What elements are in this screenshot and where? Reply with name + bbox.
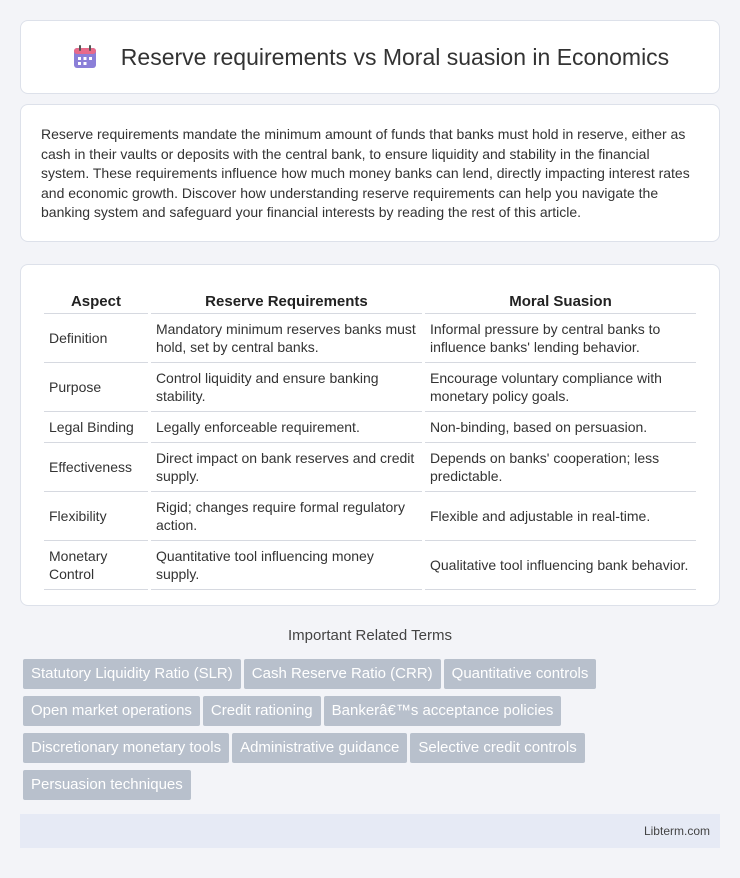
table-cell: Rigid; changes require formal regulatory action. (151, 492, 422, 541)
column-header: Reserve Requirements (151, 285, 422, 314)
table-cell: Qualitative tool influencing bank behavior. (425, 541, 696, 590)
table-cell-aspect: Monetary Control (44, 541, 148, 590)
table-cell-aspect: Legal Binding (44, 412, 148, 443)
table-cell-aspect: Definition (44, 314, 148, 363)
related-term-tag[interactable]: Persuasion techniques (23, 770, 191, 800)
table-cell: Mandatory minimum reserves banks must hold, set by central banks. (151, 314, 422, 363)
intro-card (20, 104, 720, 242)
table-row (44, 314, 696, 363)
page-title: Reserve requirements vs Moral suasion in Economics (120, 43, 670, 70)
table-cell: Control liquidity and ensure banking stability. (151, 363, 422, 412)
column-header: Moral Suasion (425, 285, 696, 314)
table-row (44, 363, 696, 412)
table-row (44, 412, 696, 443)
table-cell: Informal pressure by central banks to influence banks' lending behavior. (425, 314, 696, 363)
table-cell: Quantitative tool influencing money supply. (151, 541, 422, 590)
comparison-table (41, 285, 699, 590)
table-row (44, 541, 696, 590)
table-cell: Flexible and adjustable in real-time. (425, 492, 696, 541)
table-cell: Non-binding, based on persuasion. (425, 412, 696, 443)
related-term-tag[interactable]: Cash Reserve Ratio (CRR) (244, 659, 441, 689)
related-terms-list (23, 659, 713, 807)
column-header: Aspect (44, 285, 148, 314)
table-cell: Depends on banks' cooperation; less predictable. (425, 443, 696, 492)
related-term-tag[interactable]: Credit rationing (203, 696, 321, 726)
table-cell-aspect: Purpose (44, 363, 148, 412)
table-cell: Direct impact on bank reserves and credit supply. (151, 443, 422, 492)
table-cell: Legally enforceable requirement. (151, 412, 422, 443)
table-cell-aspect: Flexibility (44, 492, 148, 541)
table-row (44, 492, 696, 541)
related-term-tag[interactable]: Quantitative controls (444, 659, 597, 689)
related-terms-title: Important Related Terms (288, 627, 452, 644)
calendar-icon (71, 43, 99, 71)
related-term-tag[interactable]: Statutory Liquidity Ratio (SLR) (23, 659, 241, 689)
related-term-tag[interactable]: Discretionary monetary tools (23, 733, 229, 763)
related-term-tag[interactable]: Selective credit controls (410, 733, 584, 763)
table-cell: Encourage voluntary compliance with monetary policy goals. (425, 363, 696, 412)
related-term-tag[interactable]: Open market operations (23, 696, 200, 726)
intro-text: Reserve requirements mandate the minimum amount of funds that banks must hold in reserve, either as cash in their vaults or deposits with the central bank, to ensure liquidity and stability in the financial system. These requirements influence how much money banks can lend, directly impacting interest rates and economic growth. Discover how understanding reserve requirements can help you navigate the banking system and safeguard your financial interests by reading the rest of this article. (41, 126, 690, 220)
related-term-tag[interactable]: Bankerâ€™s acceptance policies (324, 696, 562, 726)
footer (20, 814, 720, 848)
footer-site-link[interactable]: Libterm.com (643, 824, 710, 838)
comparison-card (20, 264, 720, 606)
page-header (20, 20, 720, 94)
table-row (44, 443, 696, 492)
table-cell-aspect: Effectiveness (44, 443, 148, 492)
table-header-row (44, 285, 696, 314)
related-term-tag[interactable]: Administrative guidance (232, 733, 407, 763)
